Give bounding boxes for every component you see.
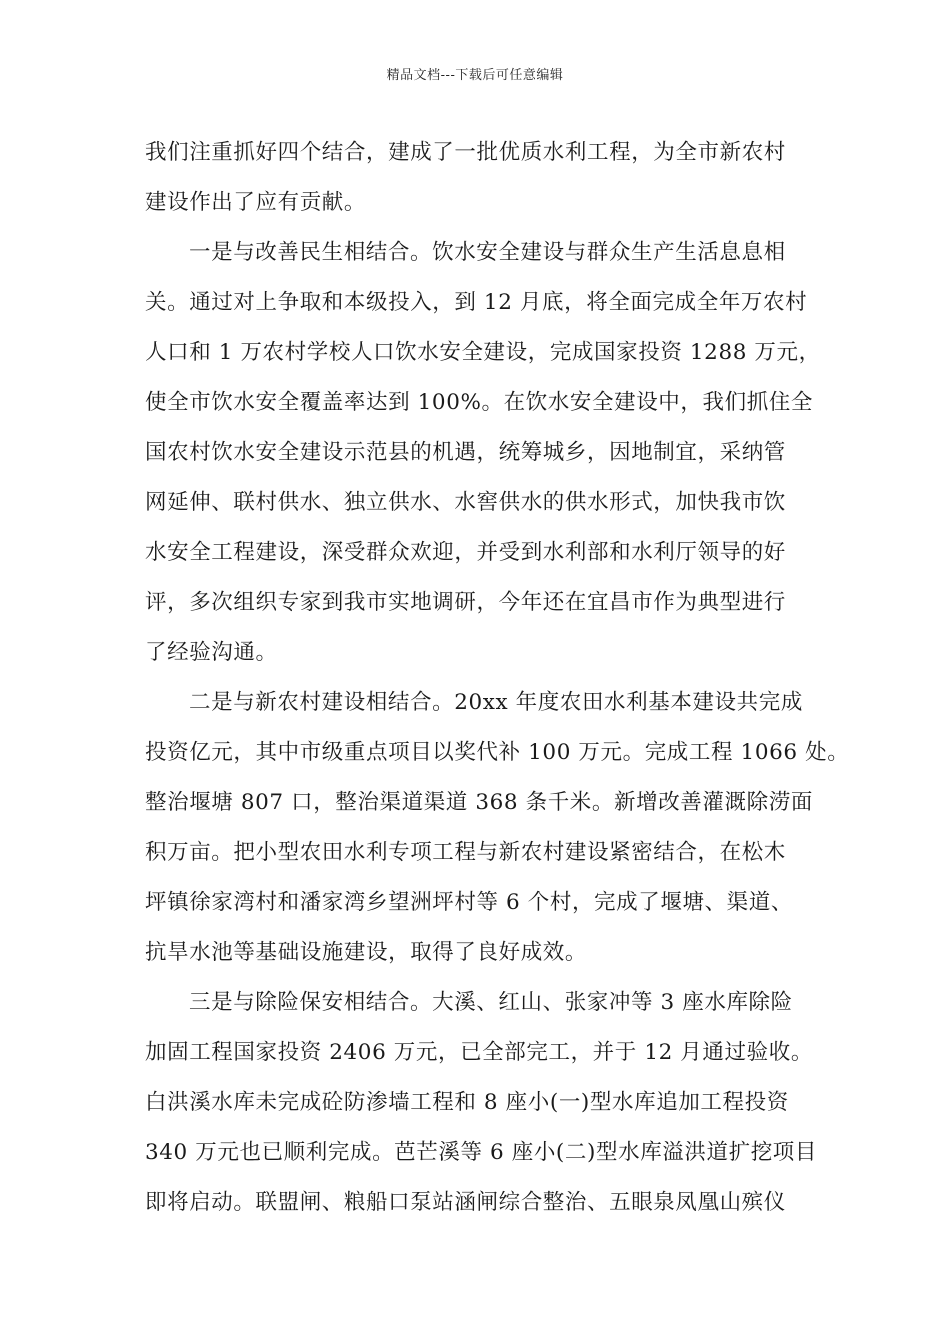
text-line: 白洪溪水库未完成砼防渗墙工程和 8 座小(一)型水库追加工程投资 xyxy=(145,1090,789,1115)
text-line: 关。通过对上争取和本级投入，到 12 月底，将全面完成全年万农村 xyxy=(145,290,808,315)
text-line-indented: 三是与除险保安相结合。大溪、红山、张家冲等 3 座水库除险 xyxy=(189,990,793,1015)
text-line: 340 万元也已顺利完成。芭芒溪等 6 座小(二)型水库溢洪道扩挖项目 xyxy=(145,1140,817,1165)
text-line: 使全市饮水安全覆盖率达到 100%。在饮水安全建设中，我们抓住全 xyxy=(145,390,814,415)
text-line: 我们注重抓好四个结合，建成了一批优质水利工程，为全市新农村 xyxy=(145,140,786,165)
text-line: 人口和 1 万农村学校人口饮水安全建设，完成国家投资 1288 万元， xyxy=(145,340,821,365)
text-line: 建设作出了应有贡献。 xyxy=(145,190,367,215)
text-line: 加固工程国家投资 2406 万元，已全部完工，并于 12 月通过验收。 xyxy=(145,1040,813,1065)
text-line: 投资亿元，其中市级重点项目以奖代补 100 万元。完成工程 1066 处。 xyxy=(145,740,850,765)
text-line: 坪镇徐家湾村和潘家湾乡望洲坪村等 6 个村，完成了堰塘、渠道、 xyxy=(145,890,793,915)
paragraph-2 xyxy=(145,228,820,678)
text-line-indented: 二是与新农村建设相结合。20xx 年度农田水利基本建设共完成 xyxy=(189,690,803,715)
paragraph-1 xyxy=(145,128,820,228)
text-line: 了经验沟通。 xyxy=(145,640,278,665)
text-line: 即将启动。联盟闸、粮船口泵站涵闸综合整治、五眼泉凤凰山殡仪 xyxy=(145,1190,786,1215)
text-line: 抗旱水池等基础设施建设，取得了良好成效。 xyxy=(145,940,588,965)
text-line: 整治堰塘 807 口，整治渠道渠道 368 条千米。新增改善灌溉除涝面 xyxy=(145,790,813,815)
text-line: 评，多次组织专家到我市实地调研，今年还在宜昌市作为典型进行 xyxy=(145,590,786,615)
text-line-indented: 一是与改善民生相结合。饮水安全建设与群众生产生活息息相 xyxy=(189,240,786,265)
text-line: 国农村饮水安全建设示范县的机遇，统筹城乡，因地制宜，采纳管 xyxy=(145,440,786,465)
paragraph-4 xyxy=(145,978,820,1228)
document-body xyxy=(145,128,850,1228)
text-line: 网延伸、联村供水、独立供水、水窖供水的供水形式，加快我市饮 xyxy=(145,490,786,515)
paragraph-3 xyxy=(145,678,850,978)
page-header: 精品文档---下载后可任意编辑 xyxy=(386,68,564,83)
text-line: 积万亩。把小型农田水利专项工程与新农村建设紧密结合，在松木 xyxy=(145,840,786,865)
text-line: 水安全工程建设，深受群众欢迎，并受到水利部和水利厅领导的好 xyxy=(145,540,786,565)
